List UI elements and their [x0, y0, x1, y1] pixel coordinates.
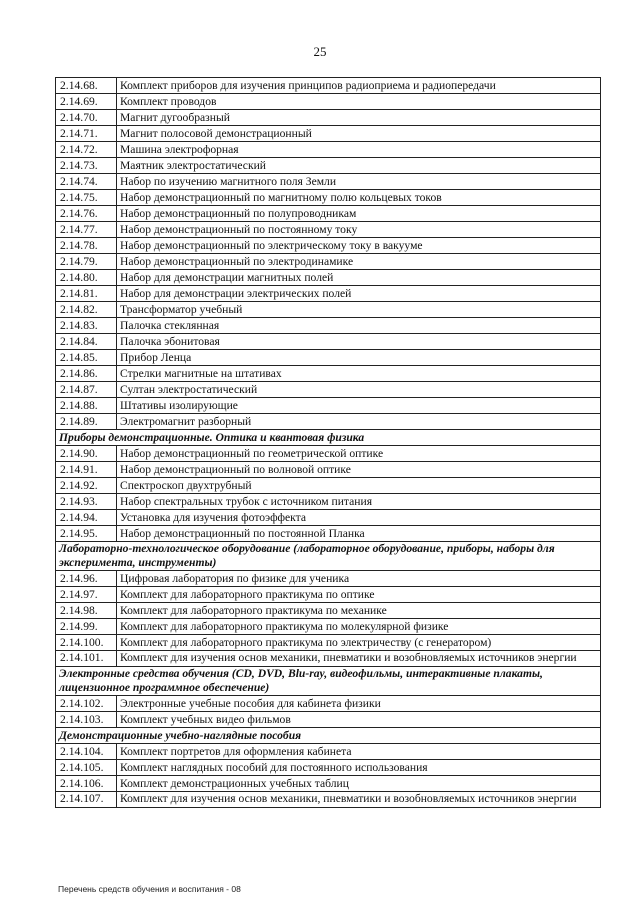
- item-number: 2.14.73.: [56, 158, 117, 174]
- section-header-row: [56, 667, 601, 696]
- item-name: Стрелки магнитные на штативах: [117, 366, 601, 382]
- table-row: [56, 587, 601, 603]
- table-row: [56, 526, 601, 542]
- item-name: Комплект портретов для оформления кабинета: [117, 744, 601, 760]
- item-number: 2.14.91.: [56, 462, 117, 478]
- item-name: Султан электростатический: [117, 382, 601, 398]
- table-row: [56, 158, 601, 174]
- table-row: [56, 254, 601, 270]
- item-number: 2.14.78.: [56, 238, 117, 254]
- item-number: 2.14.101.: [56, 651, 117, 667]
- item-number: 2.14.104.: [56, 744, 117, 760]
- item-name: Прибор Ленца: [117, 350, 601, 366]
- item-number: 2.14.102.: [56, 696, 117, 712]
- footer-text: Перечень средств обучения и воспитания - 08: [58, 884, 241, 894]
- table-row: [56, 110, 601, 126]
- item-name: Комплект для лабораторного практикума по механике: [117, 603, 601, 619]
- table-row: [56, 792, 601, 808]
- section-header-row: [56, 430, 601, 446]
- item-name: Магнит дугообразный: [117, 110, 601, 126]
- table-row: [56, 302, 601, 318]
- item-name: Комплект для лабораторного практикума по электричеству (с генератором): [117, 635, 601, 651]
- item-number: 2.14.72.: [56, 142, 117, 158]
- item-name: Комплект учебных видео фильмов: [117, 712, 601, 728]
- item-name: Цифровая лаборатория по физике для ученика: [117, 571, 601, 587]
- item-number: 2.14.90.: [56, 446, 117, 462]
- item-name: Спектроскоп двухтрубный: [117, 478, 601, 494]
- item-name: Штативы изолирующие: [117, 398, 601, 414]
- section-title: Электронные средства обучения (CD, DVD, Blu-ray, видеофильмы, интерактивные плакаты, лицензионное программное обеспечение): [56, 667, 601, 696]
- item-name: Комплект для лабораторного практикума по молекулярной физике: [117, 619, 601, 635]
- item-name: Комплект приборов для изучения принципов радиоприема и радиопередачи: [117, 78, 601, 94]
- item-number: 2.14.79.: [56, 254, 117, 270]
- table-row: [56, 206, 601, 222]
- item-number: 2.14.87.: [56, 382, 117, 398]
- item-name: Машина электрофорная: [117, 142, 601, 158]
- item-number: 2.14.70.: [56, 110, 117, 126]
- item-number: 2.14.88.: [56, 398, 117, 414]
- item-number: 2.14.69.: [56, 94, 117, 110]
- table-row: [56, 510, 601, 526]
- item-number: 2.14.105.: [56, 760, 117, 776]
- table-row: [56, 286, 601, 302]
- table-row: [56, 398, 601, 414]
- item-number: 2.14.77.: [56, 222, 117, 238]
- table-row: [56, 78, 601, 94]
- item-number: 2.14.94.: [56, 510, 117, 526]
- table-row: [56, 94, 601, 110]
- item-name: Набор демонстрационный по полупроводникам: [117, 206, 601, 222]
- table-row: [56, 350, 601, 366]
- item-name: Комплект проводов: [117, 94, 601, 110]
- section-title: Приборы демонстрационные. Оптика и квантовая физика: [56, 430, 601, 446]
- item-name: Палочка стеклянная: [117, 318, 601, 334]
- item-number: 2.14.98.: [56, 603, 117, 619]
- equipment-table-body: [56, 78, 601, 808]
- item-number: 2.14.83.: [56, 318, 117, 334]
- section-title: Демонстрационные учебно-наглядные пособия: [56, 728, 601, 744]
- table-row: [56, 126, 601, 142]
- item-number: 2.14.86.: [56, 366, 117, 382]
- table-row: [56, 744, 601, 760]
- item-name: Набор демонстрационный по электродинамике: [117, 254, 601, 270]
- item-name: Электронные учебные пособия для кабинета физики: [117, 696, 601, 712]
- table-row: [56, 478, 601, 494]
- item-number: 2.14.81.: [56, 286, 117, 302]
- item-number: 2.14.80.: [56, 270, 117, 286]
- item-number: 2.14.97.: [56, 587, 117, 603]
- table-row: [56, 760, 601, 776]
- table-row: [56, 238, 601, 254]
- table-row: [56, 696, 601, 712]
- table-row: [56, 382, 601, 398]
- item-name: Набор демонстрационный по волновой оптике: [117, 462, 601, 478]
- table-row: [56, 446, 601, 462]
- equipment-table: [55, 77, 601, 808]
- section-header-row: [56, 542, 601, 571]
- item-name: Электромагнит разборный: [117, 414, 601, 430]
- item-number: 2.14.74.: [56, 174, 117, 190]
- item-name: Набор демонстрационный по магнитному полю кольцевых токов: [117, 190, 601, 206]
- table-row: [56, 776, 601, 792]
- page-number: 25: [313, 44, 327, 59]
- item-name: Набор спектральных трубок с источником питания: [117, 494, 601, 510]
- item-number: 2.14.106.: [56, 776, 117, 792]
- item-number: 2.14.76.: [56, 206, 117, 222]
- item-number: 2.14.107.: [56, 792, 117, 808]
- item-name: Комплект демонстрационных учебных таблиц: [117, 776, 601, 792]
- item-number: 2.14.85.: [56, 350, 117, 366]
- table-row: [56, 414, 601, 430]
- item-name: Набор демонстрационный по электрическому току в вакууме: [117, 238, 601, 254]
- item-name: Установка для изучения фотоэффекта: [117, 510, 601, 526]
- table-row: [56, 619, 601, 635]
- item-number: 2.14.96.: [56, 571, 117, 587]
- section-title: Лабораторно-технологическое оборудование (лабораторное оборудование, приборы, наборы для эксперимента, инструменты): [56, 542, 601, 571]
- section-header-row: [56, 728, 601, 744]
- item-number: 2.14.82.: [56, 302, 117, 318]
- item-name: Маятник электростатический: [117, 158, 601, 174]
- item-number: 2.14.93.: [56, 494, 117, 510]
- item-name: Комплект для лабораторного практикума по оптике: [117, 587, 601, 603]
- item-name: Магнит полосовой демонстрационный: [117, 126, 601, 142]
- table-row: [56, 603, 601, 619]
- item-name: Набор для демонстрации электрических полей: [117, 286, 601, 302]
- table-row: [56, 318, 601, 334]
- table-row: [56, 462, 601, 478]
- item-number: 2.14.103.: [56, 712, 117, 728]
- item-name: Комплект для изучения основ механики, пневматики и возобновляемых источников энергии: [117, 651, 601, 667]
- table-row: [56, 366, 601, 382]
- table-row: [56, 142, 601, 158]
- item-name: Комплект для изучения основ механики, пневматики и возобновляемых источников энергии: [117, 792, 601, 808]
- table-row: [56, 334, 601, 350]
- item-name: Набор демонстрационный по геометрической оптике: [117, 446, 601, 462]
- table-row: [56, 174, 601, 190]
- item-name: Набор демонстрационный по постоянной Планка: [117, 526, 601, 542]
- table-row: [56, 651, 601, 667]
- item-name: Набор для демонстрации магнитных полей: [117, 270, 601, 286]
- item-number: 2.14.75.: [56, 190, 117, 206]
- item-number: 2.14.92.: [56, 478, 117, 494]
- table-row: [56, 190, 601, 206]
- item-number: 2.14.95.: [56, 526, 117, 542]
- item-number: 2.14.89.: [56, 414, 117, 430]
- item-name: Набор демонстрационный по постоянному току: [117, 222, 601, 238]
- table-row: [56, 635, 601, 651]
- item-number: 2.14.99.: [56, 619, 117, 635]
- item-name: Набор по изучению магнитного поля Земли: [117, 174, 601, 190]
- table-row: [56, 494, 601, 510]
- item-name: Комплект наглядных пособий для постоянного использования: [117, 760, 601, 776]
- item-number: 2.14.84.: [56, 334, 117, 350]
- table-row: [56, 222, 601, 238]
- table-row: [56, 712, 601, 728]
- item-name: Палочка эбонитовая: [117, 334, 601, 350]
- item-number: 2.14.68.: [56, 78, 117, 94]
- table-row: [56, 571, 601, 587]
- item-number: 2.14.71.: [56, 126, 117, 142]
- item-number: 2.14.100.: [56, 635, 117, 651]
- item-name: Трансформатор учебный: [117, 302, 601, 318]
- table-row: [56, 270, 601, 286]
